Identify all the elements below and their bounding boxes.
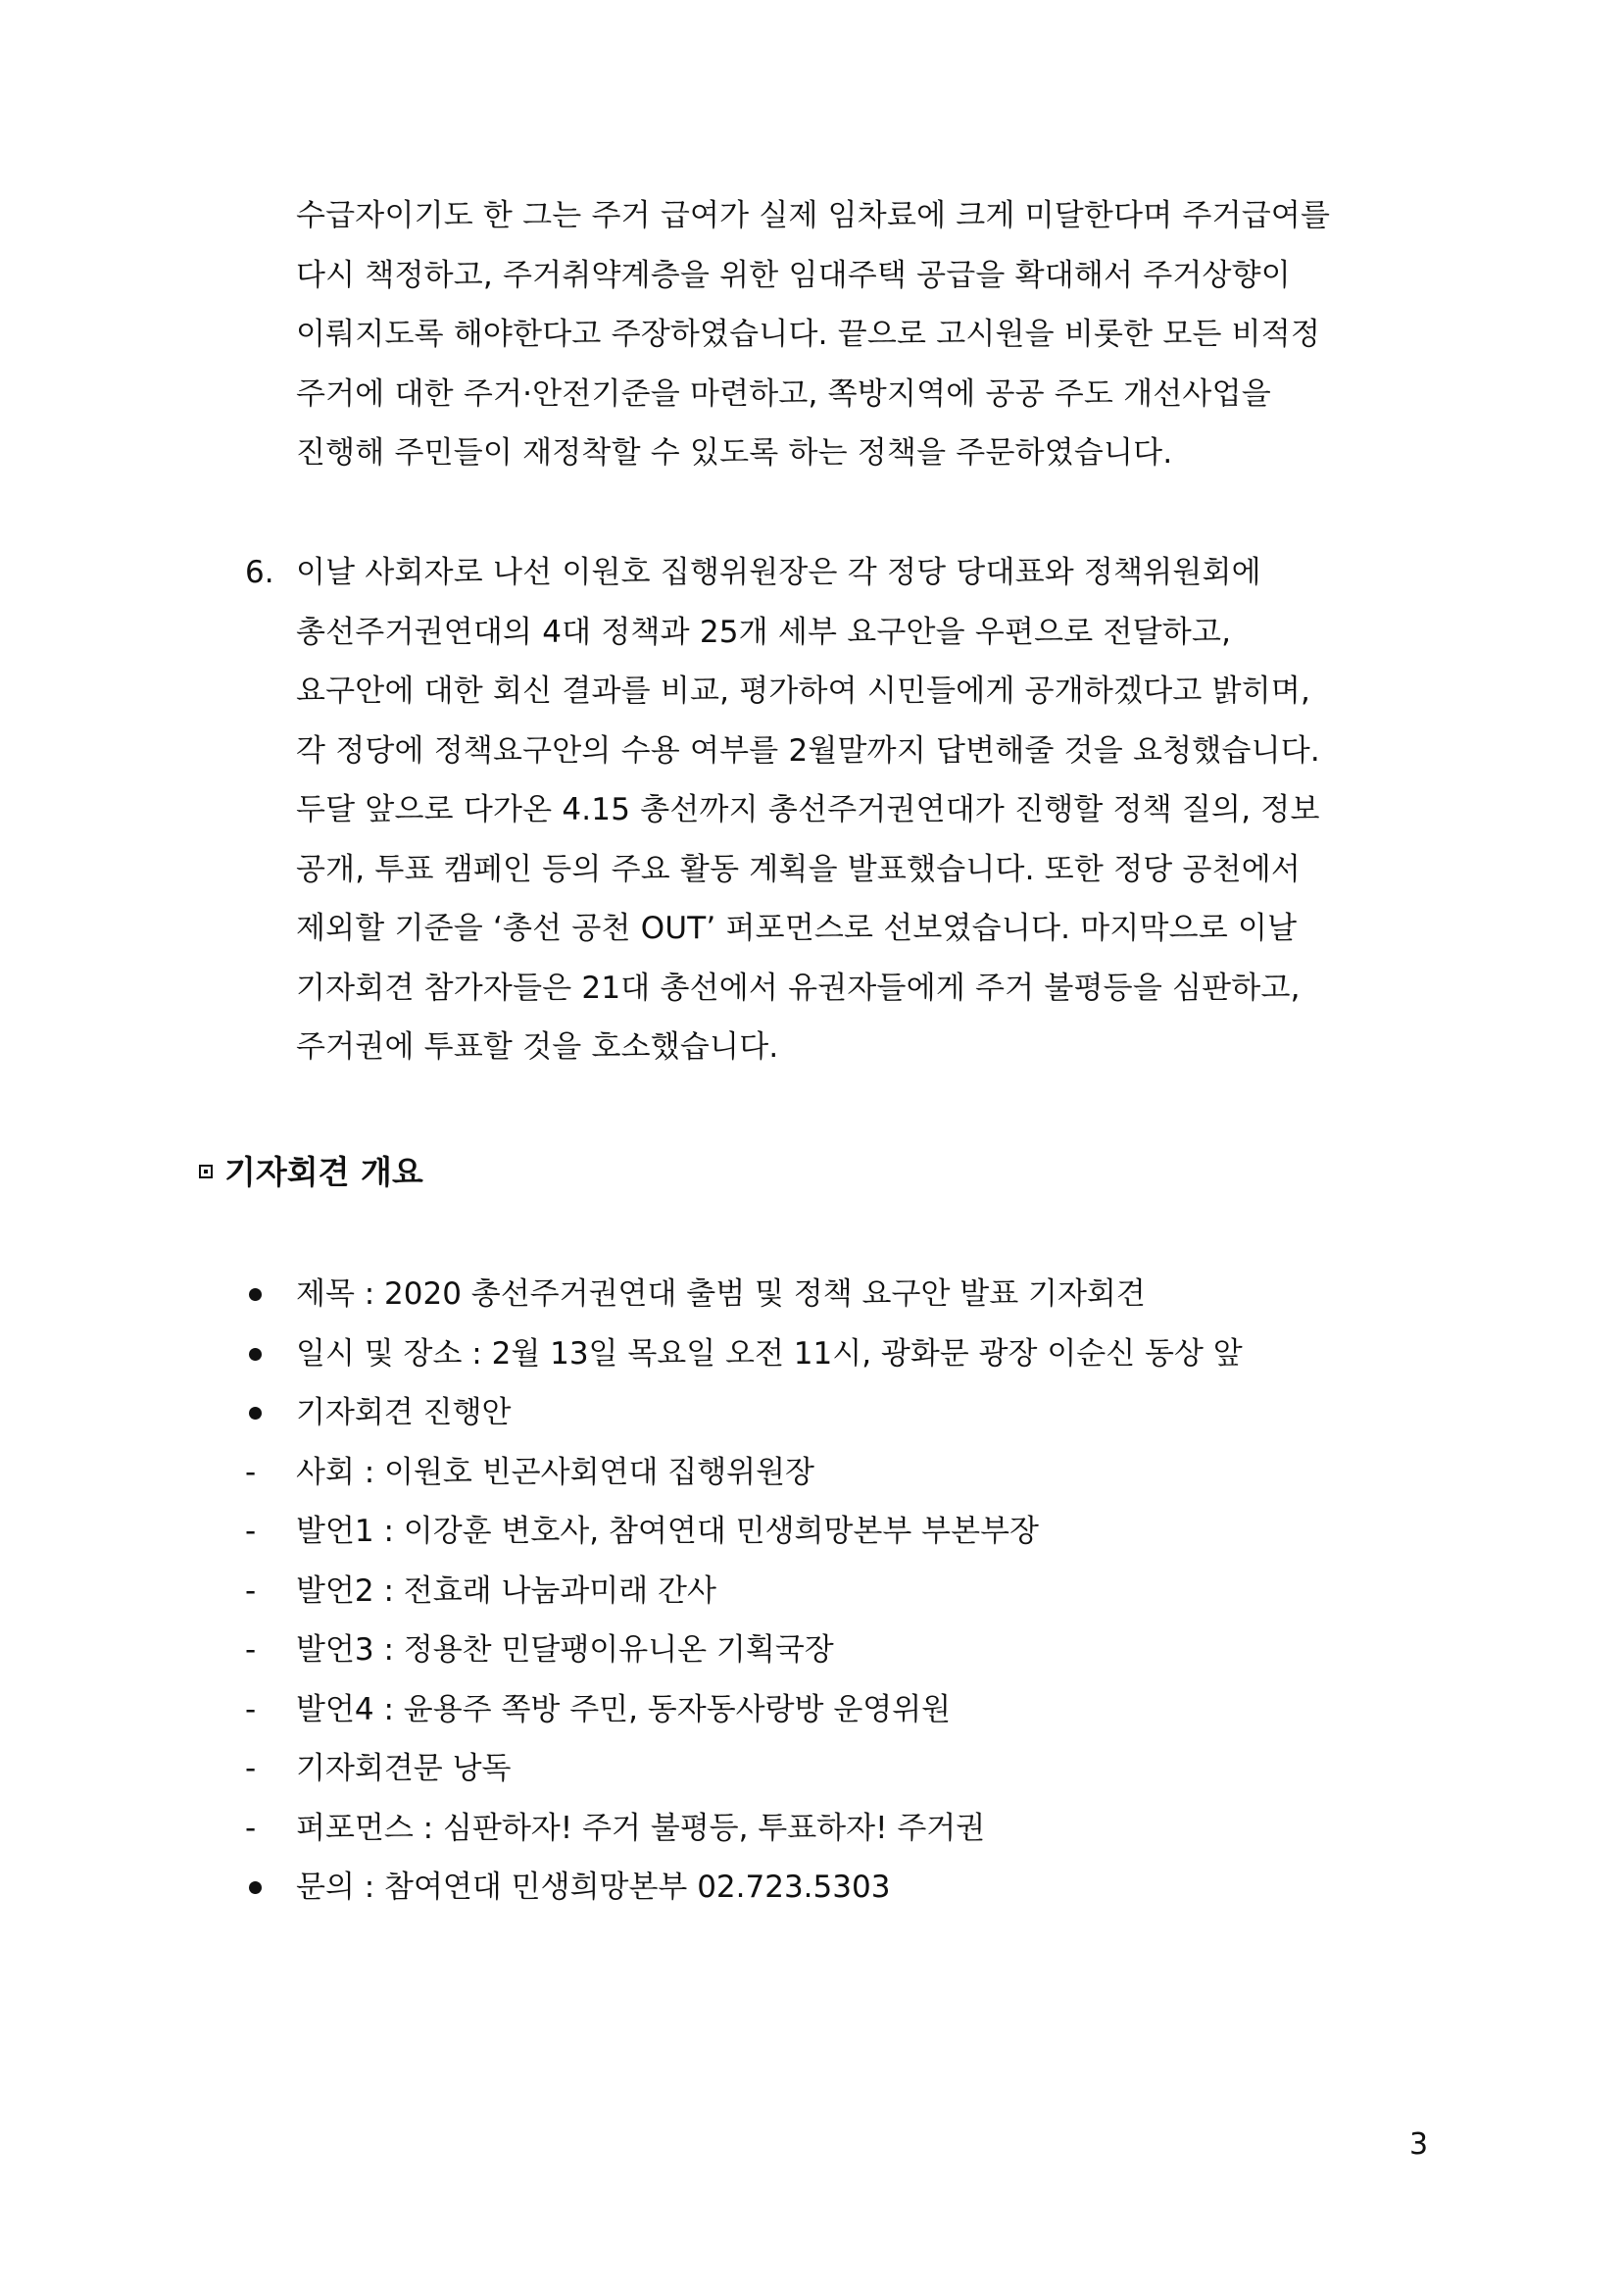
dash-marker: - xyxy=(245,1632,257,1668)
list-item xyxy=(245,1858,1460,1918)
dash-marker: - xyxy=(245,1572,257,1609)
list-item xyxy=(245,1621,1460,1680)
paragraph-line: 각 정당에 정책요구안의 수용 여부를 2월말까지 답변해줄 것을 요청했습니다. xyxy=(296,732,1320,769)
list-item xyxy=(245,1383,1460,1443)
list-item xyxy=(245,1324,1460,1384)
paragraph-line: 주거에 대한 주거·안전기준을 마련하고, 쪽방지역에 공공 주도 개선사업을 xyxy=(296,375,1271,412)
list-item xyxy=(245,1799,1460,1859)
paragraph-line: 이뤄지도록 해야한다고 주장하였습니다. 끝으로 고시원을 비롯한 모든 비적정 xyxy=(296,317,1321,352)
dash-marker: - xyxy=(245,1691,257,1727)
dash-marker: - xyxy=(245,1810,257,1846)
dash-marker: - xyxy=(245,1454,257,1490)
list-item-text: 일시 및 장소 : 2월 13일 목요일 오전 11시, 광화문 광장 이순신 동상 앞 xyxy=(296,1335,1243,1372)
paragraph-line: 수급자이기도 한 그는 주거 급여가 실제 임차료에 크게 미달한다며 주거급여를 xyxy=(296,198,1331,233)
paragraph-line: 공개, 투표 캠페인 등의 주요 활동 계획을 발표했습니다. 또한 정당 공천에서 xyxy=(296,851,1302,887)
list-item-text: 기자회견문 낭독 xyxy=(296,1751,512,1786)
list-item-text: 문의 : 참여연대 민생희망본부 02.723.5303 xyxy=(296,1870,891,1905)
item-body xyxy=(296,543,1452,1077)
paragraph-line: 두달 앞으로 다가온 4.15 총선까지 총선주거권연대가 진행할 정책 질의, 정보 xyxy=(296,792,1320,827)
section-heading-text: 기자회견 개요 xyxy=(224,1153,423,1191)
list-item-text: 발언4 : 윤용주 쪽방 주민, 동자동사랑방 운영위원 xyxy=(296,1691,952,1727)
paragraph-line: 총선주거권연대의 4대 정책과 25개 세부 요구안을 우편으로 전달하고, xyxy=(296,614,1232,650)
paragraph-line: 기자회견 참가자들은 21대 총선에서 유권자들에게 주거 불평등을 심판하고, xyxy=(296,970,1301,1006)
paragraph-line: 주거권에 투표할 것을 호소했습니다. xyxy=(296,1029,779,1065)
paragraph-line: 다시 책정하고, 주거취약계층을 위한 임대주택 공급을 확대해서 주거상향이 xyxy=(296,257,1291,293)
list-item xyxy=(245,1443,1460,1503)
dash-marker: - xyxy=(245,1514,257,1549)
list-item-text: 발언3 : 정용찬 민달팽이유니온 기획국장 xyxy=(296,1632,834,1668)
paragraph-line: 제외할 기준을 ‘총선 공천 OUT’ 퍼포먼스로 선보였습니다. 마지막으로 이날 xyxy=(296,911,1298,946)
list-item-text: 기자회견 진행안 xyxy=(296,1395,512,1430)
paragraph-line: 요구안에 대한 회신 결과를 비교, 평가하여 시민들에게 공개하겠다고 밝히며, xyxy=(296,674,1311,709)
list-item xyxy=(245,1265,1460,1324)
list-item-text: 발언2 : 전효래 나눔과미래 간사 xyxy=(296,1572,716,1609)
list-item xyxy=(245,1562,1460,1622)
paragraph-line: 진행해 주민들이 재정착할 수 있도록 하는 정책을 주문하였습니다. xyxy=(296,435,1173,471)
list-item-text: 퍼포먼스 : 심판하자! 주거 불평등, 투표하자! 주거권 xyxy=(296,1810,986,1846)
list-item xyxy=(245,1502,1460,1562)
dash-marker: - xyxy=(245,1751,257,1786)
section-heading xyxy=(199,1143,423,1202)
item-number: 6. xyxy=(245,555,274,590)
list-item-text: 발언1 : 이강훈 변호사, 참여연대 민생희망본부 부본부장 xyxy=(296,1514,1039,1549)
page-number: 3 xyxy=(1409,2127,1429,2162)
overview-list xyxy=(245,1265,1460,1918)
list-item-text: 사회 : 이원호 빈곤사회연대 집행위원장 xyxy=(296,1454,814,1490)
square-bullet-icon xyxy=(199,1165,213,1178)
list-item xyxy=(245,1680,1460,1740)
continuation-paragraph xyxy=(296,186,1452,483)
list-item-text: 제목 : 2020 총선주거권연대 출범 및 정책 요구안 발표 기자회견 xyxy=(296,1276,1146,1312)
paragraph-line: 이날 사회자로 나선 이원호 집행위원장은 각 정당 당대표와 정책위원회에 xyxy=(296,555,1261,590)
list-item xyxy=(245,1739,1460,1799)
